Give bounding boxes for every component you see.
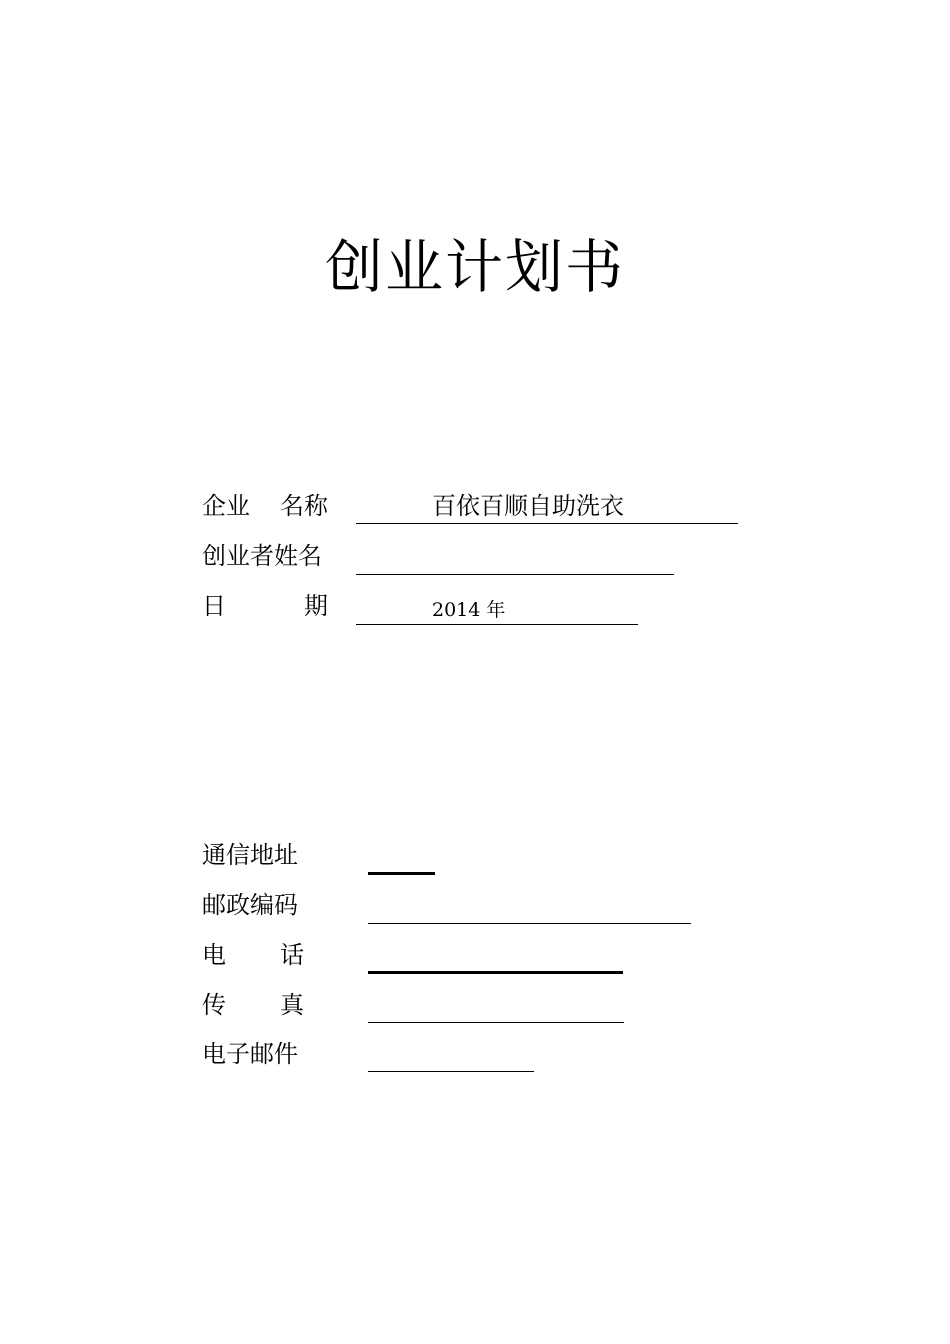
date-underline	[356, 624, 638, 625]
phone-label-part1: 电	[202, 941, 226, 969]
phone-underline	[368, 971, 623, 974]
email-underline	[368, 1071, 534, 1072]
fax-label-part1: 传	[202, 991, 226, 1019]
date-label-part1: 日	[202, 592, 226, 620]
founder-name-underline	[356, 574, 674, 575]
company-name-label-part1: 企业	[202, 492, 250, 520]
company-name-value: 百依百顺自助洗衣	[432, 492, 624, 520]
company-name-underline	[356, 523, 738, 524]
address-label: 通信地址	[202, 841, 298, 869]
founder-name-label: 创业者姓名	[202, 542, 322, 570]
postcode-underline	[368, 923, 691, 924]
fax-underline	[368, 1022, 624, 1023]
fax-label-part2: 真	[280, 991, 304, 1019]
postcode-label: 邮政编码	[202, 891, 298, 919]
date-label-part2: 期	[304, 592, 328, 620]
email-label: 电子邮件	[202, 1040, 298, 1068]
document-title: 创业计划书	[324, 233, 625, 301]
phone-label-part2: 话	[280, 941, 304, 969]
address-underline	[368, 872, 435, 875]
company-name-label-part2: 名称	[280, 492, 328, 520]
date-value: 2014 年	[432, 599, 506, 621]
